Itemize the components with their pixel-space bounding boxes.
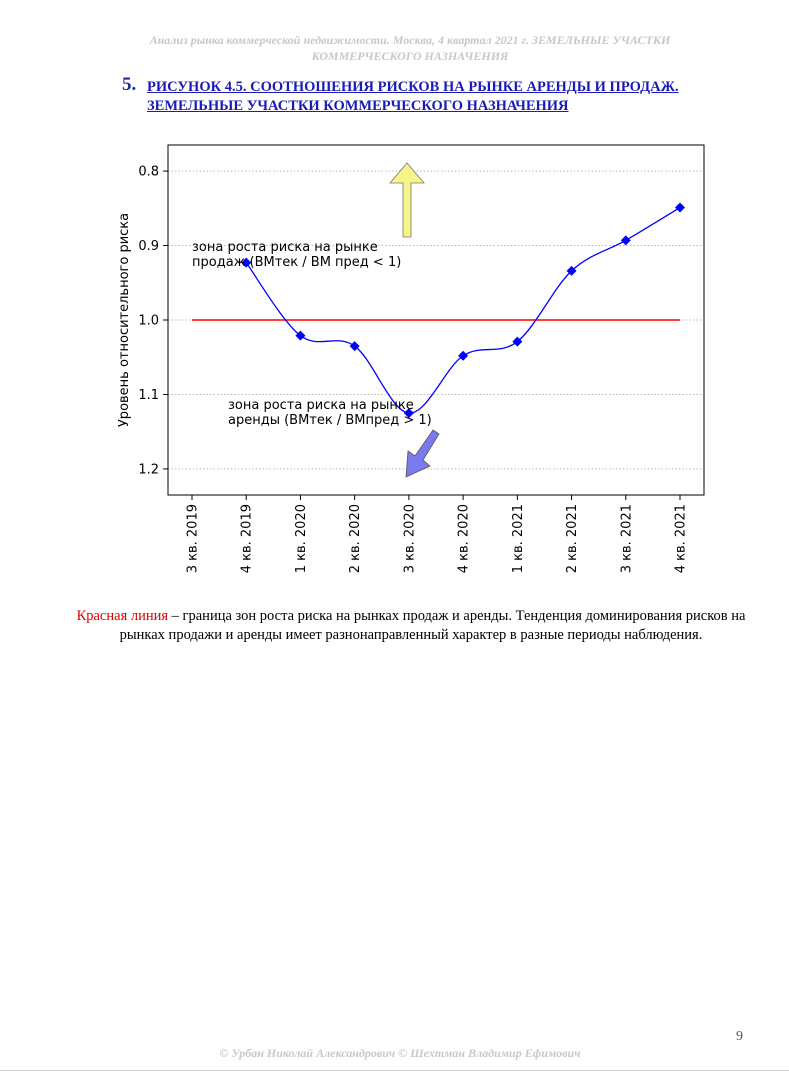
down-arrow-icon — [406, 430, 439, 477]
x-tick-label: 4 кв. 2021 — [673, 504, 689, 574]
up-arrow-icon — [390, 163, 424, 237]
annotation-sales-line2: продаж (ВМтек / ВМ пред < 1) — [192, 255, 402, 270]
page-number: 9 — [736, 1029, 743, 1044]
series-line — [246, 208, 680, 414]
footer-divider — [0, 1070, 789, 1071]
figure-title: РИСУНОК 4.5. СООТНОШЕНИЯ РИСКОВ НА РЫНКЕ АРЕНДЫ И ПРОДАЖ. ЗЕМЕЛЬНЫЕ УЧАСТКИ КОММЕРЧЕСКОГО НАЗНАЧЕНИЯ — [147, 79, 679, 114]
caption-highlight: Красная линия — [76, 608, 169, 624]
risk-ratio-chart — [110, 135, 720, 585]
figure-number: 5. — [122, 74, 137, 95]
annotation-rent-line2: аренды (ВМтек / ВМпред > 1) — [228, 413, 432, 428]
x-tick-label: 3 кв. 2019 — [185, 504, 201, 574]
header-line-2: КОММЕРЧЕСКОГО НАЗНАЧЕНИЯ — [311, 49, 509, 63]
data-point — [675, 203, 685, 213]
annotation-sales-line1: зона роста риска на рынке — [192, 240, 378, 255]
y-tick-label: 1.1 — [138, 387, 159, 403]
x-tick-label: 2 кв. 2021 — [565, 504, 581, 574]
y-tick-label: 1.2 — [138, 462, 159, 478]
y-axis — [138, 165, 168, 478]
x-tick-label: 3 кв. 2021 — [619, 504, 635, 574]
y-tick-label: 1.0 — [138, 313, 159, 329]
y-tick-label: 0.8 — [138, 164, 159, 180]
y-tick-label: 0.9 — [138, 239, 159, 255]
x-axis — [186, 495, 689, 573]
x-tick-label: 4 кв. 2019 — [239, 504, 255, 574]
caption-text: – граница зон роста риска на рынках продаж и аренды. Тенденция доминирования рисков на рынках продажи и аренды имеет разнонаправленный характер в разные периоды наблюдения. — [119, 608, 746, 643]
x-tick-label: 1 кв. 2021 — [510, 504, 526, 574]
figure-caption — [70, 607, 752, 645]
document-footer: © Урбан Николай Александрович © Шехтман Владимир Ефимович — [219, 1046, 581, 1060]
data-point — [621, 235, 631, 245]
x-tick-label: 3 кв. 2020 — [402, 504, 418, 574]
header-line-1: Анализ рынка коммерческой недвижимости. Москва, 4 квартал 2021 г. ЗЕМЕЛЬНЫЕ УЧАСТКИ — [149, 33, 671, 47]
x-tick-label: 4 кв. 2020 — [456, 504, 472, 574]
x-tick-label: 2 кв. 2020 — [348, 504, 364, 574]
annotation-rent-line1: зона роста риска на рынке — [228, 398, 414, 413]
document-header — [100, 32, 720, 64]
data-markers — [241, 203, 685, 419]
x-tick-label: 1 кв. 2020 — [293, 504, 309, 574]
y-axis-label: Уровень относительного риска — [117, 212, 132, 428]
